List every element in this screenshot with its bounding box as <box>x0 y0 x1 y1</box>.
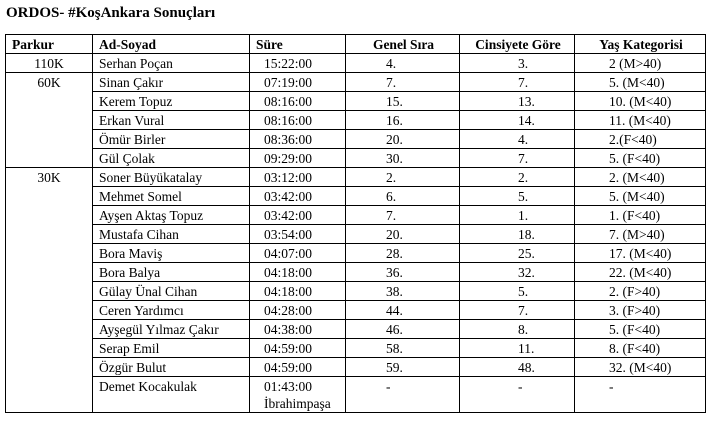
gender-rank-cell: 5. <box>460 187 575 206</box>
results-table <box>5 34 706 413</box>
overall-rank-cell: 44. <box>346 301 460 320</box>
gender-rank-cell: 18. <box>460 225 575 244</box>
name-cell: Özgür Bulut <box>93 358 250 377</box>
gender-rank-cell: 7. <box>460 73 575 92</box>
overall-rank-cell: 38. <box>346 282 460 301</box>
gender-rank-cell: 8. <box>460 320 575 339</box>
age-category-cell: 5. (M<40) <box>575 73 706 92</box>
header-cinsiyete-gore: Cinsiyete Göre <box>460 35 575 54</box>
page-title: ORDOS- #KoşAnkara Sonuçları <box>6 5 216 21</box>
time-cell: 04:28:00 <box>250 301 346 320</box>
overall-rank-cell: 16. <box>346 111 460 130</box>
overall-rank-cell: - <box>346 377 460 413</box>
age-category-cell: 5. (F<40) <box>575 320 706 339</box>
time-cell: 04:18:00 <box>250 282 346 301</box>
name-cell: Demet Kocakulak <box>93 377 250 413</box>
overall-rank-cell: 20. <box>346 225 460 244</box>
table-row <box>6 301 706 320</box>
table-row <box>6 244 706 263</box>
time-cell: 04:59:00 <box>250 358 346 377</box>
time-cell: 04:59:00 <box>250 339 346 358</box>
time-cell: 04:07:00 <box>250 244 346 263</box>
time-cell: 03:12:00 <box>250 168 346 187</box>
gender-rank-cell: 32. <box>460 263 575 282</box>
overall-rank-cell: 7. <box>346 206 460 225</box>
table-row <box>6 377 706 413</box>
name-cell: Ömür Birler <box>93 130 250 149</box>
gender-rank-cell: 25. <box>460 244 575 263</box>
overall-rank-cell: 58. <box>346 339 460 358</box>
age-category-cell: 10. (M<40) <box>575 92 706 111</box>
name-cell: Serap Emil <box>93 339 250 358</box>
name-cell: Mehmet Somel <box>93 187 250 206</box>
overall-rank-cell: 4. <box>346 54 460 73</box>
age-category-cell: 11. (M<40) <box>575 111 706 130</box>
parkur-cell: 30K <box>6 168 93 413</box>
name-cell: Ayşegül Yılmaz Çakır <box>93 320 250 339</box>
overall-rank-cell: 46. <box>346 320 460 339</box>
time-cell: 08:16:00 <box>250 111 346 130</box>
name-cell: Serhan Poçan <box>93 54 250 73</box>
table-row <box>6 225 706 244</box>
name-cell: Ceren Yardımcı <box>93 301 250 320</box>
time-cell: 03:42:00 <box>250 206 346 225</box>
table-row <box>6 92 706 111</box>
gender-rank-cell: 1. <box>460 206 575 225</box>
name-cell: Erkan Vural <box>93 111 250 130</box>
age-category-cell: 8. (F<40) <box>575 339 706 358</box>
name-cell: Soner Büyükatalay <box>93 168 250 187</box>
gender-rank-cell: 5. <box>460 282 575 301</box>
gender-rank-cell: 2. <box>460 168 575 187</box>
table-row <box>6 168 706 187</box>
time-cell: 07:19:00 <box>250 73 346 92</box>
overall-rank-cell: 7. <box>346 73 460 92</box>
age-category-cell: 3. (F>40) <box>575 301 706 320</box>
table-row <box>6 149 706 168</box>
overall-rank-cell: 28. <box>346 244 460 263</box>
name-cell: Gülay Ünal Cihan <box>93 282 250 301</box>
header-yas-kategorisi: Yaş Kategorisi <box>575 35 706 54</box>
table-row <box>6 54 706 73</box>
name-cell: Kerem Topuz <box>93 92 250 111</box>
overall-rank-cell: 15. <box>346 92 460 111</box>
age-category-cell: 2 (M>40) <box>575 54 706 73</box>
gender-rank-cell: - <box>460 377 575 413</box>
age-category-cell: 7. (M>40) <box>575 225 706 244</box>
overall-rank-cell: 30. <box>346 149 460 168</box>
age-category-cell: 17. (M<40) <box>575 244 706 263</box>
age-category-cell: 2. (M<40) <box>575 168 706 187</box>
name-cell: Bora Balya <box>93 263 250 282</box>
table-row <box>6 206 706 225</box>
time-cell: 08:16:00 <box>250 92 346 111</box>
time-cell: 01:43:00 İbrahimpaşa <box>250 377 346 413</box>
age-category-cell: 2. (F>40) <box>575 282 706 301</box>
name-cell: Bora Maviş <box>93 244 250 263</box>
table-row <box>6 320 706 339</box>
age-category-cell: 2.(F<40) <box>575 130 706 149</box>
gender-rank-cell: 7. <box>460 301 575 320</box>
time-cell: 03:54:00 <box>250 225 346 244</box>
table-row <box>6 263 706 282</box>
table-row <box>6 73 706 92</box>
name-cell: Ayşen Aktaş Topuz <box>93 206 250 225</box>
gender-rank-cell: 11. <box>460 339 575 358</box>
time-cell: 04:38:00 <box>250 320 346 339</box>
time-cell: 03:42:00 <box>250 187 346 206</box>
results-body <box>6 54 706 413</box>
name-cell: Gül Çolak <box>93 149 250 168</box>
overall-rank-cell: 59. <box>346 358 460 377</box>
gender-rank-cell: 13. <box>460 92 575 111</box>
time-cell: 04:18:00 <box>250 263 346 282</box>
overall-rank-cell: 20. <box>346 130 460 149</box>
gender-rank-cell: 14. <box>460 111 575 130</box>
time-cell: 15:22:00 <box>250 54 346 73</box>
header-row <box>6 35 706 54</box>
age-category-cell: - <box>575 377 706 413</box>
age-category-cell: 22. (M<40) <box>575 263 706 282</box>
gender-rank-cell: 48. <box>460 358 575 377</box>
gender-rank-cell: 3. <box>460 54 575 73</box>
name-cell: Sinan Çakır <box>93 73 250 92</box>
overall-rank-cell: 36. <box>346 263 460 282</box>
age-category-cell: 32. (M<40) <box>575 358 706 377</box>
age-category-cell: 5. (M<40) <box>575 187 706 206</box>
parkur-cell: 110K <box>6 54 93 73</box>
table-row <box>6 187 706 206</box>
table-row <box>6 130 706 149</box>
table-row <box>6 339 706 358</box>
header-ad-soyad: Ad-Soyad <box>93 35 250 54</box>
time-cell: 09:29:00 <box>250 149 346 168</box>
table-row <box>6 358 706 377</box>
table-row <box>6 111 706 130</box>
gender-rank-cell: 4. <box>460 130 575 149</box>
table-row <box>6 282 706 301</box>
parkur-cell: 60K <box>6 73 93 168</box>
header-genel-sira: Genel Sıra <box>346 35 460 54</box>
age-category-cell: 5. (F<40) <box>575 149 706 168</box>
name-cell: Mustafa Cihan <box>93 225 250 244</box>
gender-rank-cell: 7. <box>460 149 575 168</box>
overall-rank-cell: 2. <box>346 168 460 187</box>
overall-rank-cell: 6. <box>346 187 460 206</box>
time-cell: 08:36:00 <box>250 130 346 149</box>
age-category-cell: 1. (F<40) <box>575 206 706 225</box>
header-sure: Süre <box>250 35 346 54</box>
header-parkur: Parkur <box>6 35 93 54</box>
